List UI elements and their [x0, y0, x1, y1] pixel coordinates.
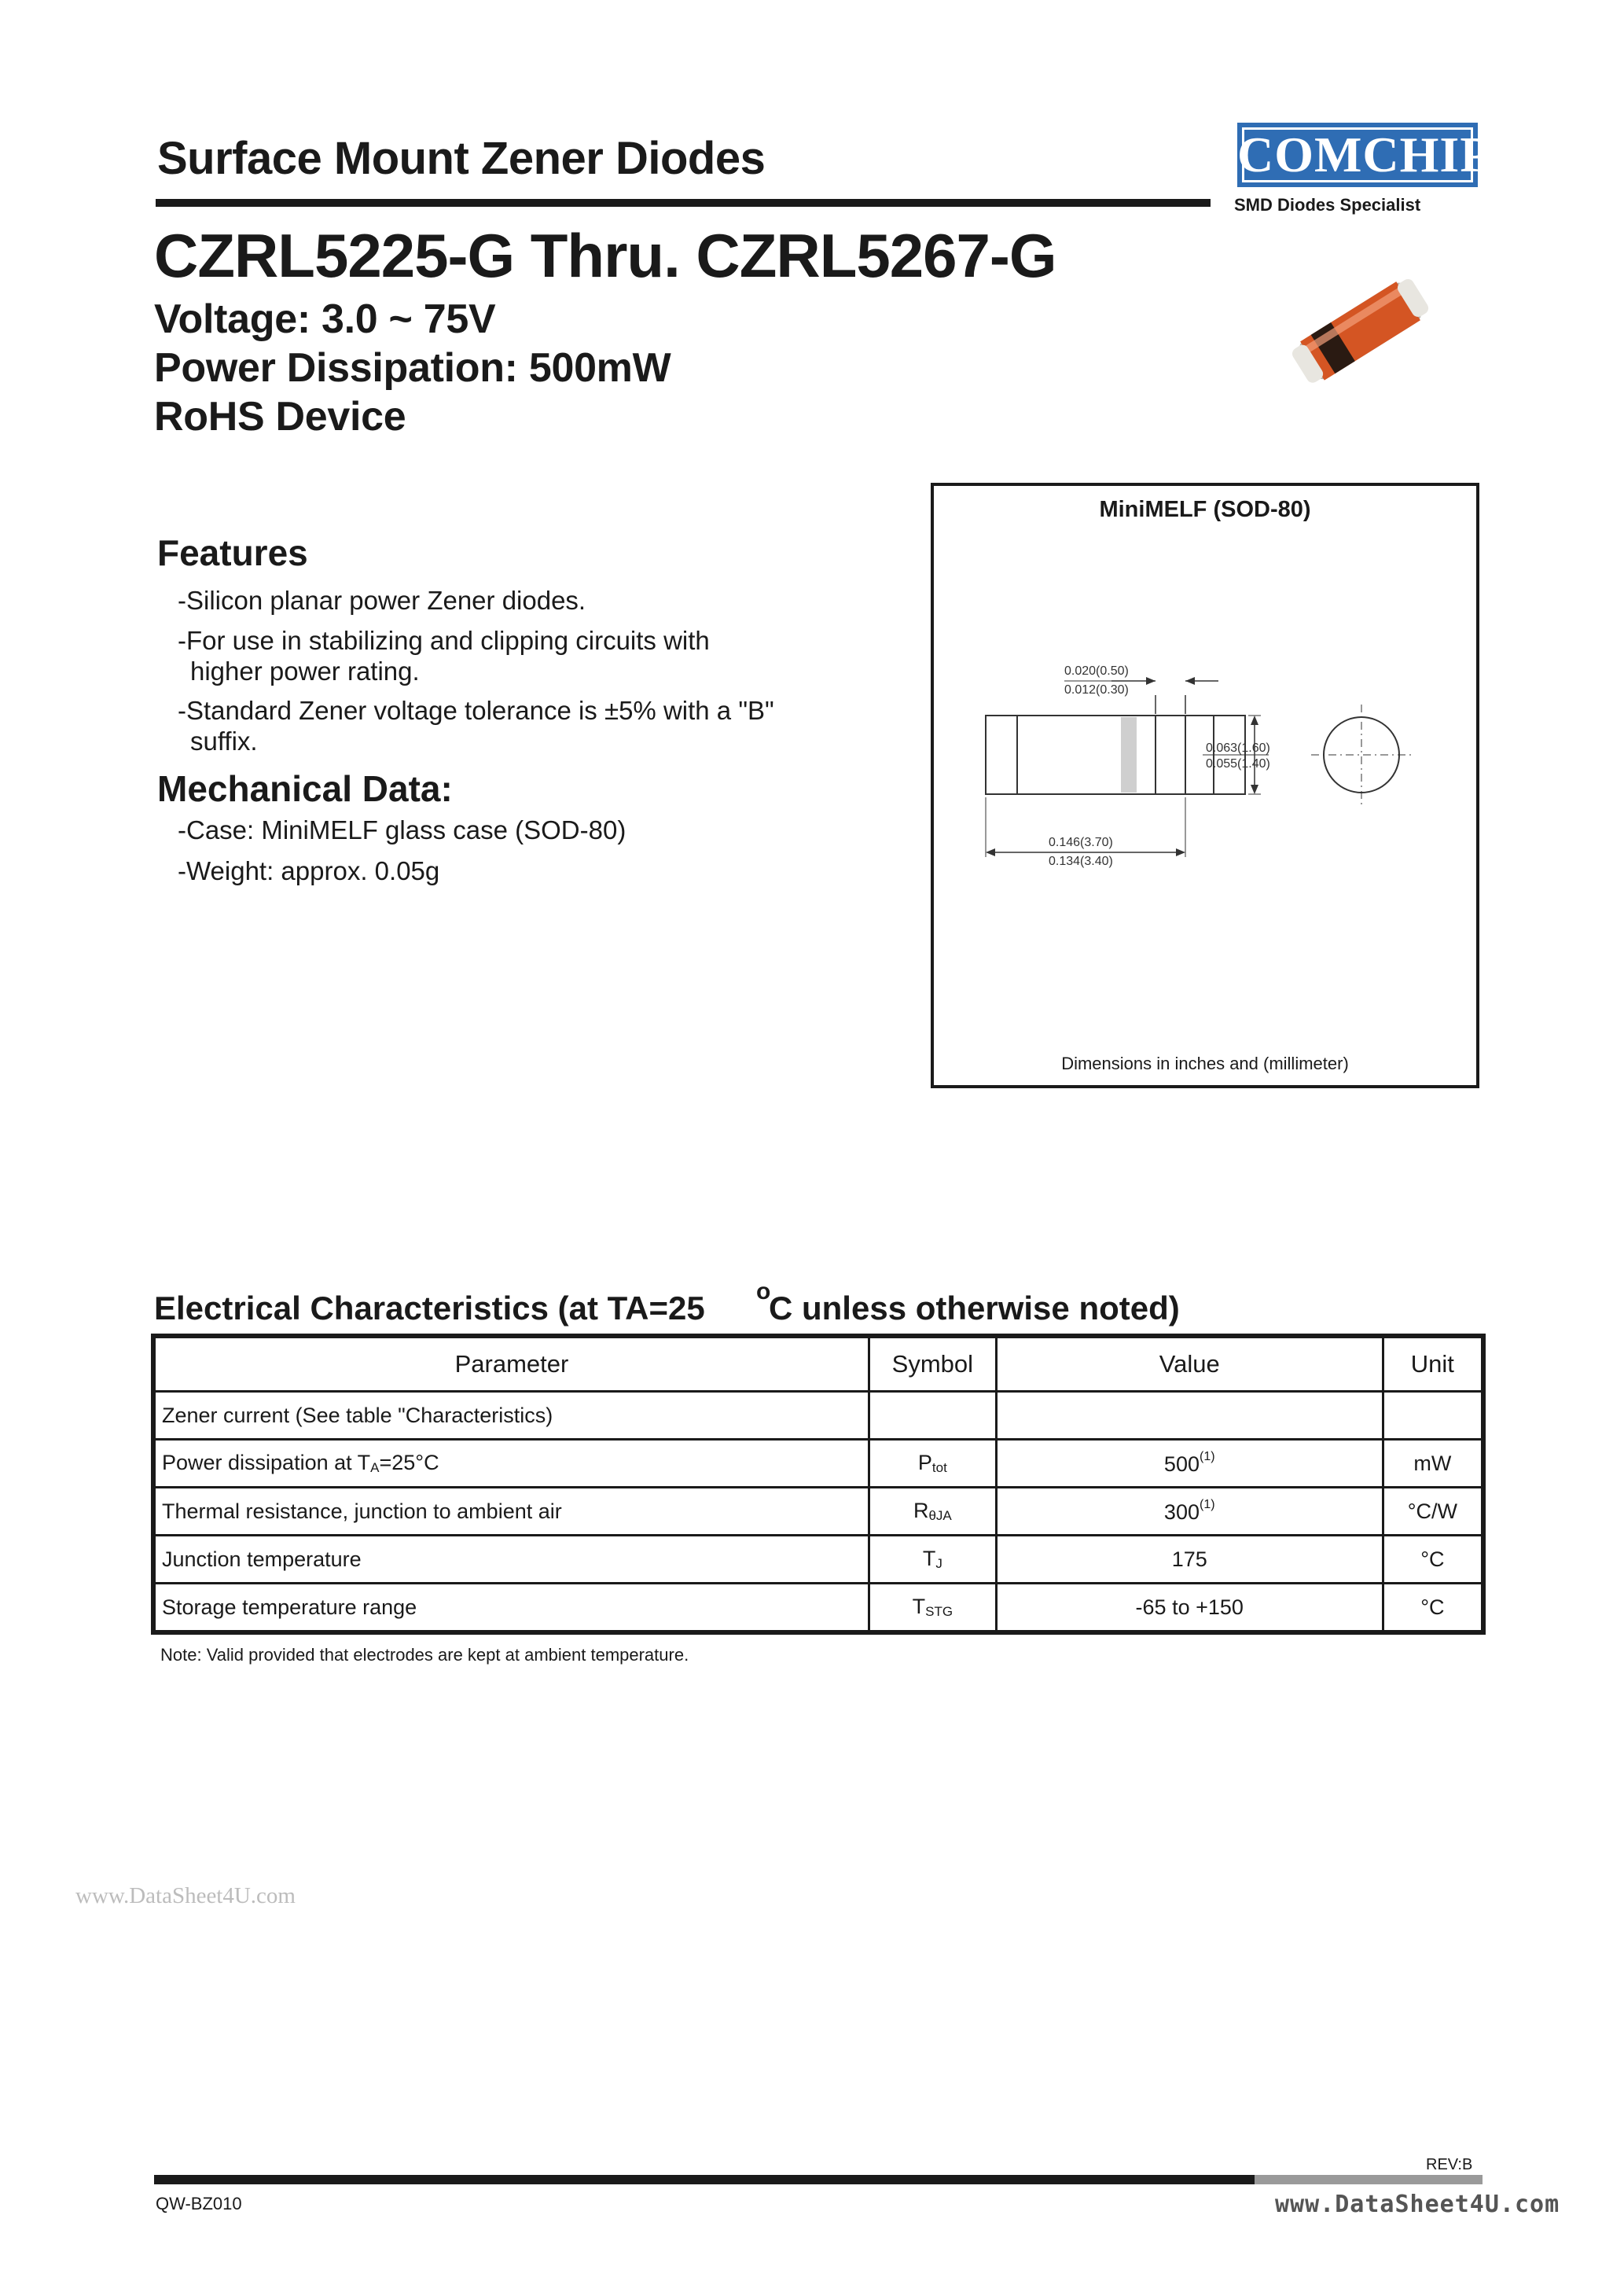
- feature-item: suffix.: [190, 727, 258, 756]
- electrical-table: [151, 1334, 1486, 1635]
- spec-power: Power Dissipation: 500mW: [154, 345, 671, 391]
- param-text: Storage temperature range: [162, 1595, 417, 1619]
- package-drawing: [931, 483, 1479, 1088]
- value-footnote: (1): [1199, 1450, 1215, 1463]
- symbol-text: R: [913, 1499, 929, 1522]
- dim-dia-max: 0.063(1.60): [1206, 741, 1270, 755]
- symbol-text: P: [917, 1451, 932, 1474]
- header-rule: [156, 199, 1211, 207]
- package-note: Dimensions in inches and (millimeter): [1061, 1054, 1349, 1073]
- cell-symbol: [869, 1584, 996, 1633]
- cell-unit: [1383, 1392, 1483, 1440]
- cell-value: -65 to +150: [996, 1584, 1383, 1633]
- table-row: [153, 1584, 1483, 1633]
- company-logo: [1237, 123, 1492, 187]
- symbol-subscript: STG: [925, 1604, 953, 1619]
- footer-rule: [154, 2175, 1255, 2184]
- table-header-row: [153, 1336, 1483, 1392]
- table-row: [153, 1488, 1483, 1536]
- features-title: Features: [157, 532, 308, 573]
- feature-item: -Standard Zener voltage tolerance is ±5% with a "B": [178, 696, 774, 725]
- logo-text: COMCHIP: [1237, 127, 1492, 182]
- watermark-link[interactable]: www.DataSheet4U.com: [75, 1883, 296, 1908]
- dim-band-max: 0.020(0.50): [1064, 664, 1129, 678]
- feature-item: -Silicon planar power Zener diodes.: [178, 586, 586, 615]
- symbol-subscript: θJA: [928, 1508, 952, 1523]
- param-text: Junction temperature: [162, 1547, 362, 1571]
- mechanical-item: -Case: MiniMELF glass case (SOD-80): [178, 815, 626, 844]
- table-note: Note: Valid provided that electrodes are kept at ambient temperature.: [160, 1645, 689, 1665]
- page-title: CZRL5225-G Thru. CZRL5267-G: [154, 221, 1056, 290]
- dim-band-min: 0.012(0.30): [1064, 683, 1129, 697]
- feature-item: -For use in stabilizing and clipping circuits with: [178, 626, 710, 655]
- cell-parameter: [153, 1392, 869, 1440]
- header-value: Value: [996, 1336, 1383, 1392]
- cell-symbol: [869, 1440, 996, 1488]
- mechanical-title: Mechanical Data:: [157, 768, 453, 809]
- cell-value: [996, 1440, 1383, 1488]
- cell-parameter: [153, 1440, 869, 1488]
- symbol-subscript: J: [935, 1556, 942, 1571]
- header-symbol: Symbol: [869, 1336, 996, 1392]
- company-tagline: SMD Diodes Specialist: [1234, 195, 1421, 215]
- symbol-subscript: tot: [931, 1460, 947, 1475]
- mechanical-item: -Weight: approx. 0.05g: [178, 856, 440, 885]
- cell-unit: °C/W: [1383, 1488, 1483, 1536]
- diode-photo: [1281, 259, 1438, 401]
- header-parameter: Parameter: [153, 1336, 869, 1392]
- symbol-text: T: [922, 1547, 936, 1570]
- cell-parameter: [153, 1536, 869, 1584]
- param-subscript: A: [370, 1460, 380, 1475]
- cell-unit: mW: [1383, 1440, 1483, 1488]
- dim-dia-min: 0.055(1.40): [1206, 757, 1270, 771]
- spec-rohs: RoHS Device: [154, 394, 406, 440]
- value-text: 500: [1163, 1452, 1200, 1476]
- cell-value: [996, 1488, 1383, 1536]
- footer-rule-gray: [1255, 2175, 1483, 2184]
- param-text: Thermal resistance, junction to ambient air: [162, 1499, 562, 1523]
- value-footnote: (1): [1199, 1498, 1215, 1511]
- dim-len-max: 0.146(3.70): [1049, 836, 1113, 849]
- param-text: Power dissipation at T: [162, 1451, 371, 1474]
- cell-unit: °C: [1383, 1584, 1483, 1633]
- electrical-title-degree: o: [756, 1279, 771, 1304]
- dim-len-min: 0.134(3.40): [1049, 855, 1113, 868]
- table-row: [153, 1392, 1483, 1440]
- revision-label: REV:B: [1426, 2156, 1473, 2173]
- param-tail: =25°C: [379, 1451, 439, 1474]
- cell-symbol: [869, 1488, 996, 1536]
- param-text: Zener current (See table "Characteristics): [162, 1403, 553, 1427]
- cell-value: [996, 1392, 1383, 1440]
- electrical-title-end: C unless otherwise noted): [769, 1290, 1180, 1326]
- cell-unit: °C: [1383, 1536, 1483, 1584]
- spec-voltage: Voltage: 3.0 ~ 75V: [154, 296, 496, 342]
- footer-watermark-link[interactable]: www.DataSheet4U.com: [1275, 2191, 1560, 2218]
- table-row: [153, 1536, 1483, 1584]
- symbol-text: T: [912, 1595, 926, 1618]
- header-unit: Unit: [1383, 1336, 1483, 1392]
- page-subtitle: Surface Mount Zener Diodes: [157, 133, 766, 184]
- value-text: 300: [1163, 1500, 1200, 1524]
- cell-symbol: [869, 1536, 996, 1584]
- package-title: MiniMELF (SOD-80): [1099, 497, 1311, 522]
- document-code: QW-BZ010: [156, 2194, 242, 2213]
- feature-item: higher power rating.: [190, 657, 420, 686]
- cell-parameter: [153, 1488, 869, 1536]
- electrical-title: Electrical Characteristics (at TA=25: [154, 1290, 705, 1326]
- cell-symbol: [869, 1392, 996, 1440]
- cell-value: 175: [996, 1536, 1383, 1584]
- cell-parameter: [153, 1584, 869, 1633]
- table-row: [153, 1440, 1483, 1488]
